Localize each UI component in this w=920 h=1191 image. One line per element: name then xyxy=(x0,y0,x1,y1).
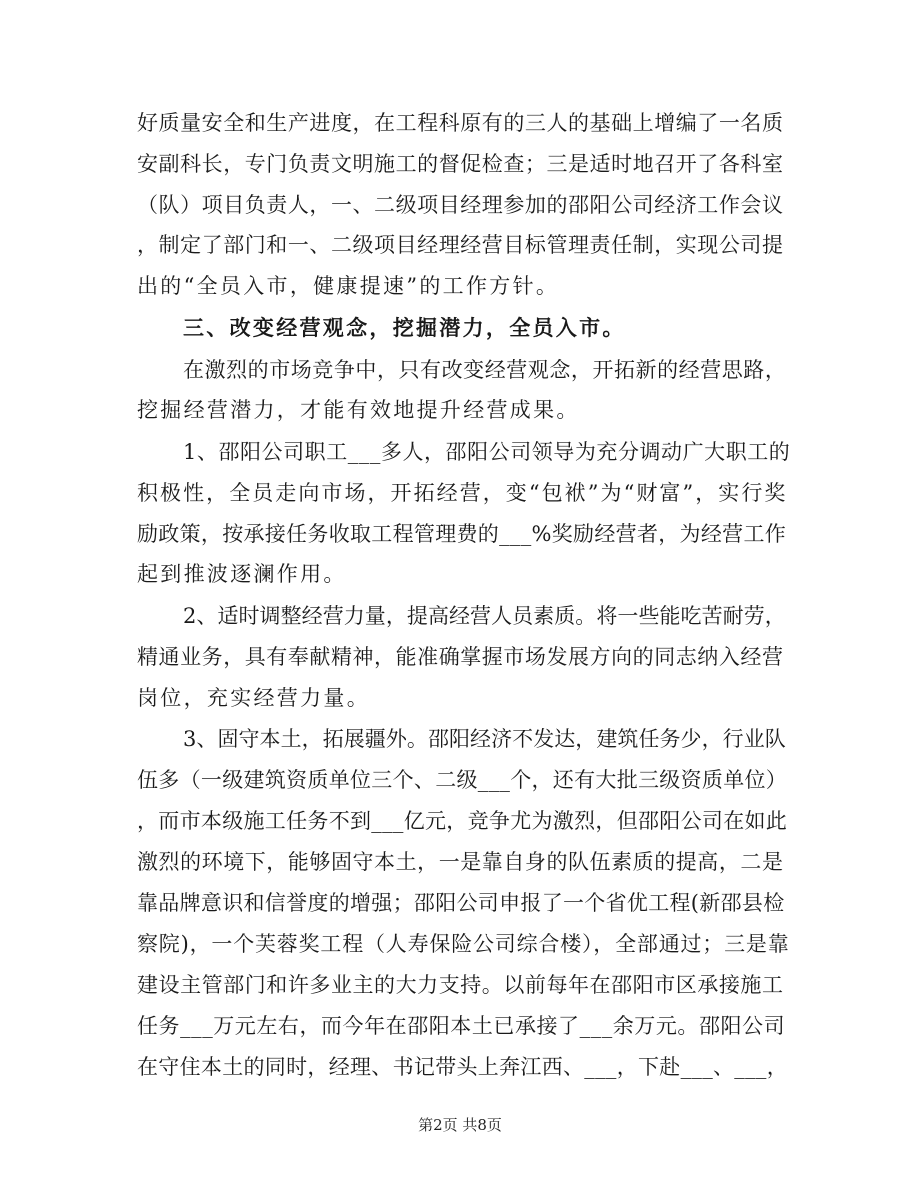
body-line-10: 积极性，全员走向市场，开拓经营，变“包袱”为“财富”，实行奖 xyxy=(137,481,788,505)
body-line-4: ，制定了部门和一、二级项目经理经营目标管理责任制，实现公司提 xyxy=(137,233,784,257)
body-line-1: 好质量安全和生产进度，在工程科原有的三人的基础上增编了一名质 xyxy=(137,111,784,135)
body-line-19: 激烈的环境下，能够固守本土，一是靠自身的队伍素质的提高，二是 xyxy=(137,850,784,874)
body-line-23: 任务___万元左右，而今年在邵阳本土已承接了___余万元。邵阳公司 xyxy=(137,1014,786,1038)
body-line-2: 安副科长，专门负责文明施工的督促检查；三是适时地召开了各科室 xyxy=(137,152,784,176)
body-line-7: 在激烈的市场竞争中，只有改变经营观念，开拓新的经营思路， xyxy=(183,358,787,382)
page-number-footer: 第2页 共8页 xyxy=(418,1116,502,1134)
body-line-12: 起到推波逐澜作用。 xyxy=(137,562,347,586)
body-line-13: 2、适时调整经营力量，提高经营人员素质。将一些能吃苦耐劳， xyxy=(183,604,786,628)
body-line-8: 挖掘经营潜力，才能有效地提升经营成果。 xyxy=(137,398,580,422)
section-heading: 三、改变经营观念，挖掘潜力，全员入市。 xyxy=(183,315,626,340)
body-line-3: （队）项目负责人，一、二级项目经理参加的邵阳公司经济工作会议 xyxy=(137,193,784,217)
body-line-18: ，而市本级施工任务不到___亿元，竞争尤为激烈，但邵阳公司在如此 xyxy=(137,809,788,833)
body-line-20: 靠品牌意识和信誉度的增强；邵阳公司申报了一个省优工程(新邵县检 xyxy=(137,891,785,915)
body-line-14: 精通业务，具有奉献精神，能准确掌握市场发展方向的同志纳入经营 xyxy=(137,645,784,669)
body-line-24: 在守住本土的同时，经理、书记带头上奔江西、___，下赴___、___， xyxy=(137,1055,788,1079)
body-line-5: 出的“全员入市，健康提速”的工作方针。 xyxy=(137,274,560,298)
body-line-9: 1、邵阳公司职工___多人，邵阳公司领导为充分调动广大职工的 xyxy=(183,440,791,464)
body-line-17: 伍多（一级建筑资质单位三个、二级___个，还有大批三级资质单位） xyxy=(137,768,788,792)
body-line-15: 岗位，充实经营力量。 xyxy=(137,686,370,710)
body-line-16: 3、固守本土，拓展疆外。邵阳经济不发达，建筑任务少，行业队 xyxy=(183,727,786,751)
body-line-22: 建设主管部门和许多业主的大力支持。以前每年在邵阳市区承接施工 xyxy=(137,973,784,997)
body-line-21: 察院)，一个芙蓉奖工程（人寿保险公司综合楼），全部通过；三是靠 xyxy=(137,932,790,956)
body-line-11: 励政策，按承接任务收取工程管理费的___%奖励经营者，为经营工作 xyxy=(137,522,787,546)
